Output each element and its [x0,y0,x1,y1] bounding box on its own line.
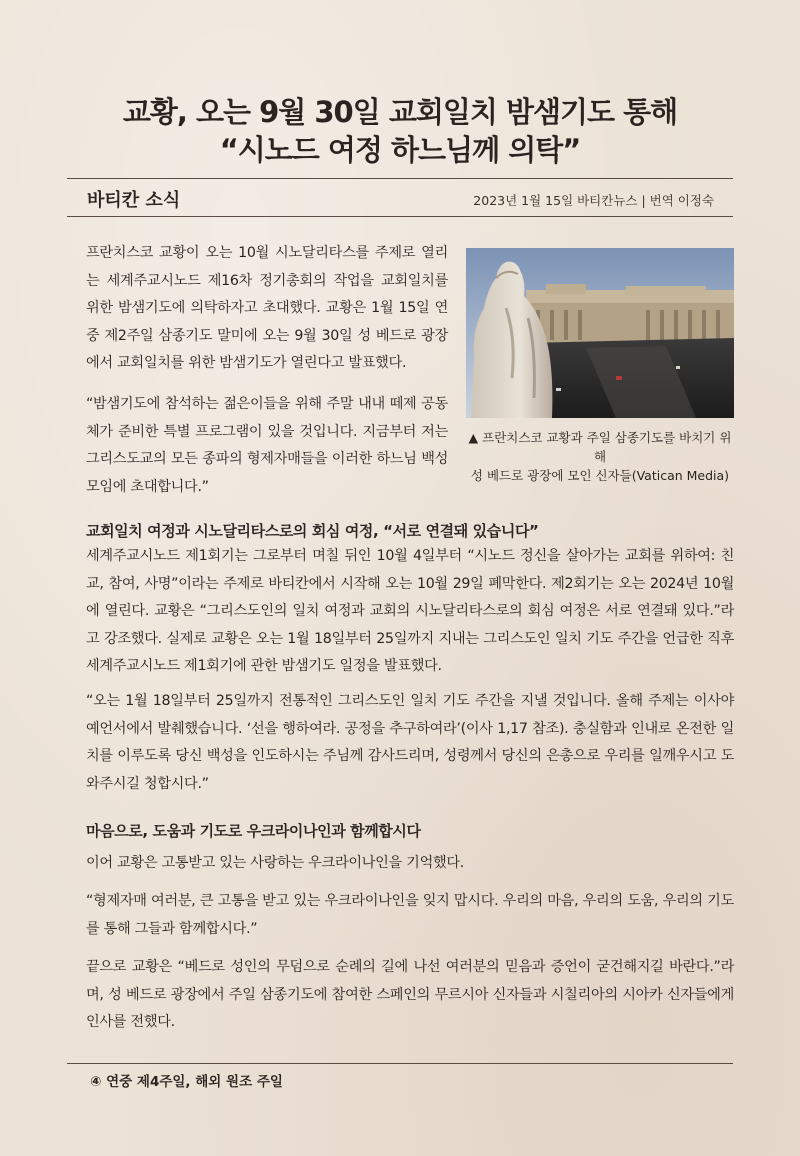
top-rule [67,178,733,179]
subheading-2: 마음으로, 도움과 기도로 우크라이나인과 함께합시다 [86,822,421,840]
paragraph-7: 끝으로 교황은 “베드로 성인의 무덤으로 순례의 길에 나선 여러분의 믿음과 증언이 굳건해지길 바란다.”라며, 성 베드로 광장에서 주일 삼종기도에 참여한 스페인의 무르시아 신자들과 시칠리아의 시아카 신자들에게 인사를 전했다. [86,959,734,1030]
article-title-line2: “시노드 여정 하느님께 의탁” [219,133,581,167]
subheading-1: 교회일치 여정과 시노달리타스로의 회심 여정, “서로 연결돼 있습니다” [86,522,539,540]
paragraph-2: “밤샘기도에 참석하는 젊은이들을 위해 주말 내내 떼제 공동체가 준비한 특별 프로그램이 있을 것입니다. 지금부터 저는 그리스도교의 모든 종파의 형제자매들을 이러한 하느님 백성 모임에 초대합니다.” [86,396,448,495]
paragraph-1: 프란치스코 교황이 오는 10월 시노달리타스를 주제로 열리는 세계주교시노드 제16차 정기총회의 작업을 교회일치를 위한 밤샘기도에 의탁하자고 초대했다. 교황은 1월 15일 연중 제2주일 삼종기도 말미에 오는 9월 30일 성 베드로 광장에서 교회일치를 위한 밤샘기도가 열린다고 발표했다. [86,245,448,371]
paragraph-6: “형제자매 여러분, 큰 고통을 받고 있는 우크라이나인을 잊지 맙시다. 우리의 마음, 우리의 도움, 우리의 기도를 통해 그들과 함께합시다.” [86,893,734,937]
photo-caption [466,428,734,485]
header-rule [67,216,733,217]
st-peters-square-photo [466,248,734,418]
paragraph-4: “오는 1월 18일부터 25일까지 전통적인 그리스도인 일치 기도 주간을 지낼 것입니다. 올해 주제는 이사야 예언서에서 발췌했습니다. ‘선을 행하여라. 공정을 추구하여라’(이사 1,17 참조). 충실함과 인내로 온전한 일치를 이루도록 당신 백성을 인도하시는 주님께 감사드리며, 성령께서 당신의 은총으로 우리를 일깨우시고 도와주시길 청합시다.” [86,693,734,792]
caption-line1: ▲ 프란치스코 교황과 주일 삼종기도를 바치기 위해 [468,430,732,464]
caption-line2: 성 베드로 광장에 모인 신자들(Vatican Media) [470,468,730,483]
footer-note: ④ 연중 제4주일, 해외 원조 주일 [90,1074,283,1090]
photo-illustration [466,248,734,418]
paragraph-3: 세계주교시노드 제1회기는 그로부터 며칠 뒤인 10월 4일부터 “시노드 정신을 살아가는 교회를 위하여: 친교, 참여, 사명”이라는 주제로 바티칸에서 시작해 오는 10월 29일 폐막한다. 제2회기는 오는 2024년 10월에 열린다. 교황은 “그리스도인의 일치 여정과 교회의 시노달리타스로의 회심 여정은 서로 연결돼 있다.”라고 강조했다. 실제로 교황은 오는 1월 18일부터 25일까지 지내는 그리스도인 일치 기도 주간을 언급한 직후 세계주교시노드 제1회기에 관한 밤샘기도 일정을 발표했다. [86,548,734,674]
article-title-line1: 교황, 오는 9월 30일 교회일치 밤샘기도 통해 [122,95,678,129]
paragraph-5: 이어 교황은 고통받고 있는 사랑하는 우크라이나인을 기억했다. [86,855,465,871]
article-meta: 2023년 1월 15일 바티칸뉴스 | 번역 이정숙 [473,193,714,208]
footer-rule [67,1063,733,1064]
section-label: 바티칸 소식 [87,190,181,211]
